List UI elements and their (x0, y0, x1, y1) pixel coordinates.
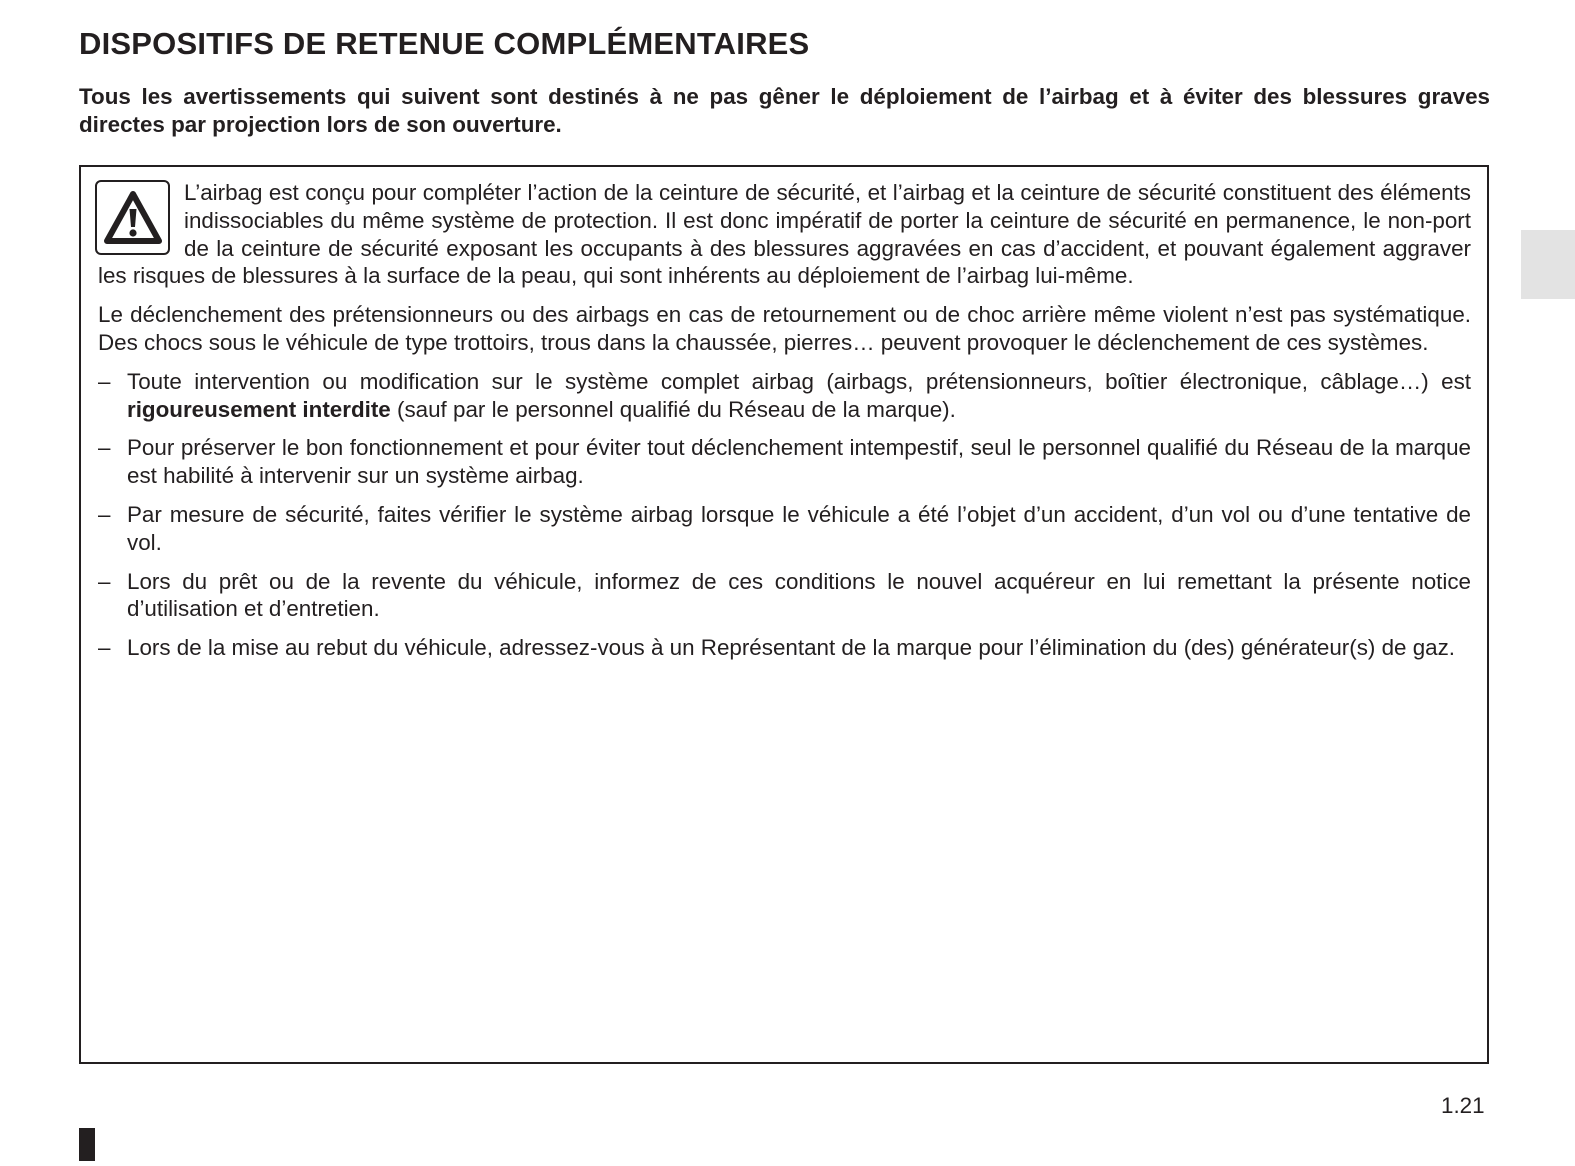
warning-content (81, 167, 1487, 662)
dash-bullet: – (98, 501, 111, 527)
list-item-text: Lors de la mise au rebut du véhicule, adressez-vous à un Représentant de la marque pour l’élimination du (des) générateur(s) de gaz. (127, 635, 1456, 661)
list-item-text-part: Toute intervention ou modification sur le système complet airbag (airbags, prétensionneurs, boîtier électronique, câblage…) est (127, 368, 1471, 394)
section-thumb-tab (1521, 230, 1575, 299)
warning-list (98, 368, 1471, 662)
page-number: 1.21 (1441, 1093, 1485, 1118)
warning-triangle-icon (95, 180, 170, 255)
dash-bullet: – (98, 368, 111, 394)
dash-bullet: – (98, 635, 111, 661)
warning-paragraph-airbag-belt: L’airbag est conçu pour compléter l’action de la ceinture de sécurité, et l’airbag et la ceinture de sécurité constituent des éléments indissociables du même système de protection. Il est donc impératif de porter la ceinture de sécurité en permanence, le non-port de la ceinture de sécurité exposant les occupants à des blessures aggravées en cas d’accident, et pouvant également aggraver les risques de blessures à la surface de la peau, qui sont inhérents au déploiement de l’airbag lui-même. (98, 180, 1471, 289)
dash-bullet: – (98, 435, 111, 461)
list-item (98, 568, 1471, 624)
list-item-text: Pour préserver le bon fonctionnement et pour éviter tout déclenchement intempestif, seul le personnel qualifié du Réseau de la marque est habilité à intervenir sur un système airbag. (127, 435, 1471, 489)
page-title: DISPOSITIFS DE RETENUE COMPLÉMENTAIRES (79, 26, 810, 61)
list-item (98, 434, 1471, 490)
dash-bullet: – (98, 568, 111, 594)
print-corner-mark (79, 1128, 95, 1161)
warning-box (79, 165, 1489, 1064)
list-item (98, 634, 1471, 662)
list-item-text (127, 369, 1471, 422)
list-item (98, 501, 1471, 557)
intro-warning-text: Tous les avertissements qui suivent sont destinés à ne pas gêner le déploiement de l’airbag et à éviter des blessures graves directes par projection lors de son ouverture. (79, 84, 1490, 137)
emphasis-text: rigoureusement interdite (127, 396, 391, 422)
list-item-text: Lors du prêt ou de la revente du véhicule, informez de ces conditions le nouvel acquéreur en lui remettant la présente notice d’utilisation et d’entretien. (127, 568, 1471, 622)
list-item-text-part: (sauf par le personnel qualifié du Réseau de la marque). (390, 396, 956, 422)
warning-paragraph-deployment: Le déclenchement des prétensionneurs ou des airbags en cas de retournement ou de choc arrière même violent n’est pas systématique. Des chocs sous le véhicule de type trottoirs, trous dans la chaussée, pierres… peuvent provoquer le déclenchement de ces systèmes. (98, 302, 1471, 355)
list-item-text: Par mesure de sécurité, faites vérifier le système airbag lorsque le véhicule a été l’objet d’un accident, d’un vol ou d’une tentative de vol. (127, 501, 1471, 555)
list-item (98, 368, 1471, 424)
